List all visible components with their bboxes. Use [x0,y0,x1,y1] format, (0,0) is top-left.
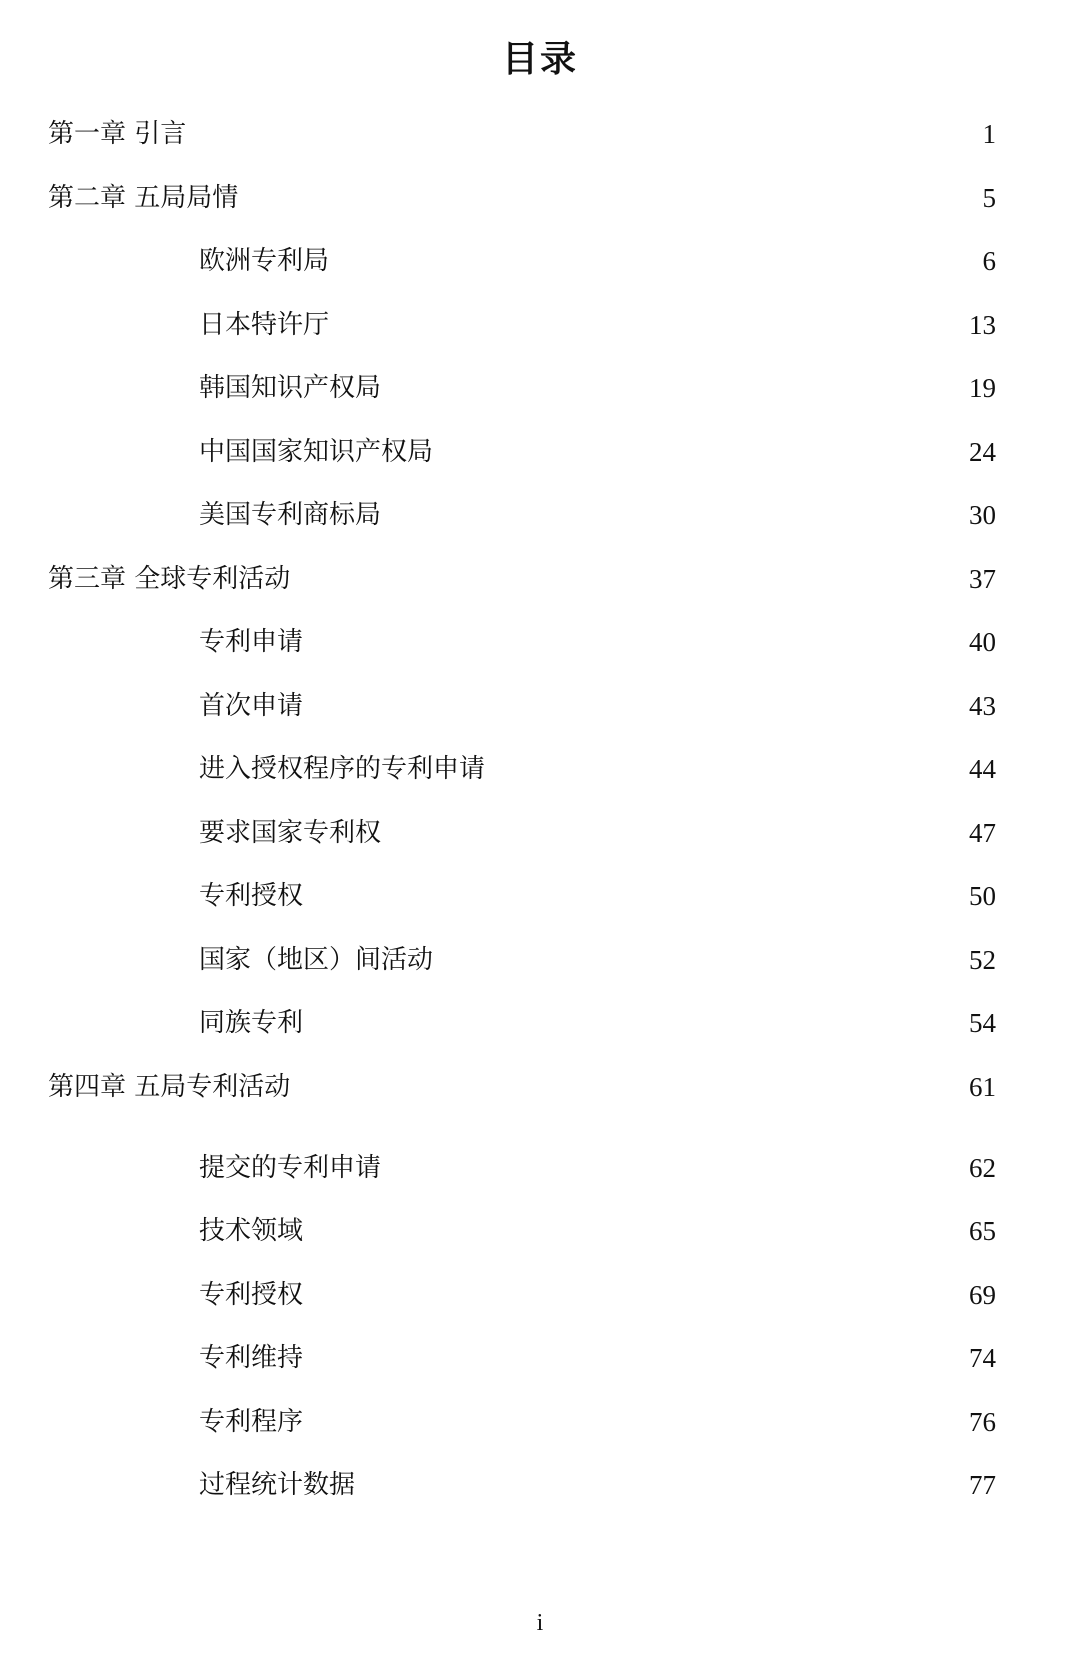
toc-section-entry[interactable] [0,368,1080,408]
toc-entry-page-number: 6 [982,246,996,276]
toc-entry-label: 第三章 全球专利活动 [48,564,291,594]
toc-entry-label: 同族专利 [199,1008,304,1038]
toc-entry-label: 进入授权程序的专利申请 [199,754,486,784]
toc-entry-label: 要求国家专利权 [199,818,382,848]
toc-entry-page-number: 19 [969,373,996,403]
page-title: 目录 [501,39,578,80]
toc-entry-page-number: 54 [969,1008,996,1038]
toc-chapter-entry[interactable] [0,559,1080,599]
toc-section-entry[interactable] [0,1275,1080,1315]
toc-entry-label: 韩国知识产权局 [199,373,382,403]
toc-entry-page-number: 61 [969,1072,996,1102]
toc-entry-label: 第二章 五局局情 [48,183,239,213]
toc-section-entry[interactable] [0,305,1080,345]
toc-section-entry[interactable] [0,876,1080,916]
toc-section-entry[interactable] [0,940,1080,980]
toc-section-entry[interactable] [0,432,1080,472]
toc-entry-page-number: 37 [969,564,996,594]
toc-entry-label: 专利授权 [199,1280,304,1310]
toc-section-entry[interactable] [0,1402,1080,1442]
toc-entry-page-number: 76 [969,1407,996,1437]
toc-entry-page-number: 13 [969,310,996,340]
toc-section-entry[interactable] [0,1148,1080,1188]
toc-entry-label: 专利维持 [199,1343,304,1373]
toc-entry-page-number: 5 [982,183,996,213]
toc-entry-label: 国家（地区）间活动 [199,945,434,975]
toc-entry-label: 提交的专利申请 [199,1153,382,1183]
toc-section-entry[interactable] [0,1465,1080,1505]
toc-entry-label: 技术领域 [199,1216,304,1246]
toc-section-entry[interactable] [0,1003,1080,1043]
toc-entry-label: 第四章 五局专利活动 [48,1072,291,1102]
toc-entry-page-number: 40 [969,627,996,657]
toc-entry-page-number: 44 [969,754,996,784]
toc-section-entry[interactable] [0,495,1080,535]
toc-chapter-entry[interactable] [0,1067,1080,1107]
toc-entry-page-number: 24 [969,437,996,467]
toc-section-entry[interactable] [0,749,1080,789]
toc-entry-label: 过程统计数据 [199,1470,356,1500]
toc-chapter-entry[interactable] [0,114,1080,154]
toc-section-entry[interactable] [0,1338,1080,1378]
toc-entry-page-number: 1 [982,119,996,149]
page-number-footer: i [536,1610,544,1636]
toc-section-entry[interactable] [0,622,1080,662]
toc-entry-label: 欧洲专利局 [199,246,330,276]
toc-entry-page-number: 62 [969,1153,996,1183]
toc-entry-page-number: 74 [969,1343,996,1373]
toc-entry-label: 专利授权 [199,881,304,911]
toc-entry-label: 美国专利商标局 [199,500,382,530]
toc-entry-label: 第一章 引言 [48,119,187,149]
toc-entry-page-number: 50 [969,881,996,911]
toc-section-entry[interactable] [0,1211,1080,1251]
toc-entry-page-number: 69 [969,1280,996,1310]
toc-section-entry[interactable] [0,813,1080,853]
toc-entry-label: 首次申请 [199,691,304,721]
toc-entry-label: 日本特许厅 [199,310,330,340]
toc-entry-label: 专利程序 [199,1407,304,1437]
toc-section-entry[interactable] [0,686,1080,726]
toc-entry-page-number: 47 [969,818,996,848]
toc-entry-label: 中国国家知识产权局 [199,437,434,467]
toc-entry-page-number: 65 [969,1216,996,1246]
toc-entry-page-number: 43 [969,691,996,721]
toc-section-entry[interactable] [0,241,1080,281]
toc-entry-page-number: 52 [969,945,996,975]
toc-chapter-entry[interactable] [0,178,1080,218]
toc-entry-page-number: 77 [969,1470,996,1500]
toc-entry-label: 专利申请 [199,627,304,657]
toc-entry-page-number: 30 [969,500,996,530]
